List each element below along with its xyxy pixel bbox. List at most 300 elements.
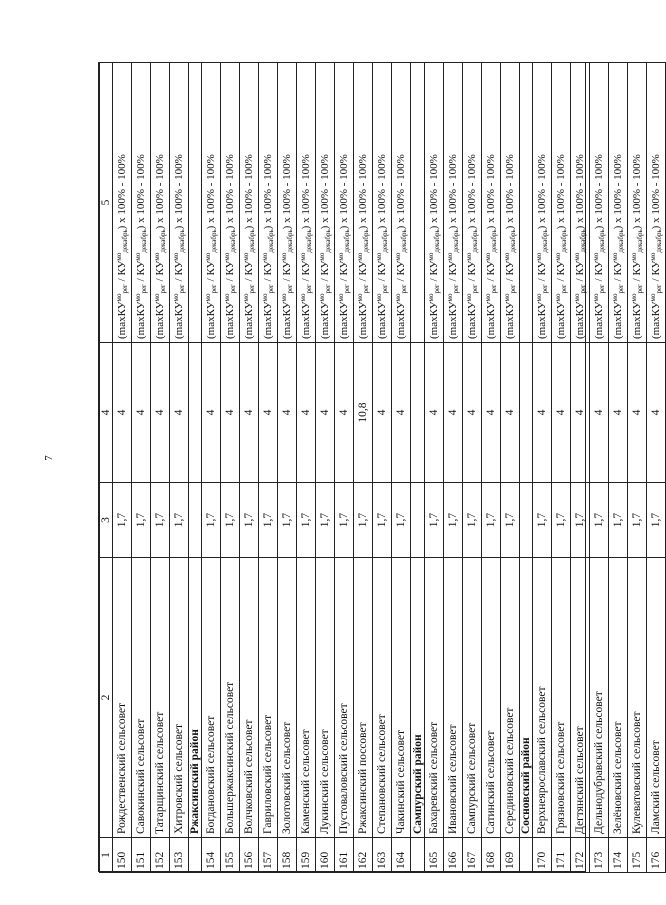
formula: $(\max КУ^{мо}_{рег} / КУ^{мо}_{декабрь})$ x 100% - 100% [592,154,607,339]
coefficient-cell: 1,7 [202,483,221,558]
empty-cell [519,483,532,558]
header-cell: 4 [100,343,113,483]
header-cell: 5 [100,63,113,343]
settlement-name: Хитровский сельсовет [170,558,189,838]
value-cell: 4 [113,343,132,483]
row-number-cell: 150 [113,838,132,873]
formula-sub: рег [636,284,645,294]
value-cell: 4 [278,343,297,483]
formula-cell [628,63,647,343]
formula-sub: рег [655,284,664,294]
formula-sup: мо [318,252,327,261]
formula-sup: мо [299,252,308,261]
formula-sup: мо [375,252,384,261]
coefficient-cell: 1,7 [609,483,628,558]
value-cell: 4 [552,343,571,483]
row-number-cell: 162 [354,838,373,873]
formula-sub: декабрь [432,229,441,253]
formula-sup: мо [280,252,289,261]
value-cell: 4 [392,343,411,483]
row-number-cell: 152 [151,838,170,873]
coefficient-cell: 1,7 [500,483,519,558]
value-cell: 4 [132,343,151,483]
formula: $(\max КУ^{мо}_{рег} / КУ^{мо}_{декабрь})$ x 100% - 100% [375,154,390,339]
value-cell: 4 [609,343,628,483]
formula-sup: мо [630,252,639,261]
row-number-cell: 155 [221,838,240,873]
row-number-cell: 153 [170,838,189,873]
value-cell: 4 [240,343,259,483]
table-row [443,63,462,873]
value-cell: 4 [259,343,278,483]
formula-sup: мо [592,293,601,302]
formula-sub: рег [432,284,441,294]
settlement-name: Грязновский сельсовет [552,558,571,838]
formula-cell [316,63,335,343]
settlement-name: Лукинский сельсовет [316,558,335,838]
row-number-cell: 172 [571,838,590,873]
settlement-name: Богдановский сельсовет [202,558,221,838]
value-cell: 4 [500,343,519,483]
formula: $(\max КУ^{мо}_{рег} / КУ^{мо}_{декабрь})$ x 100% - 100% [280,154,295,339]
formula-cell [462,63,481,343]
table-row [113,63,132,873]
row-number-cell: 167 [462,838,481,873]
formula-sup: мо [445,252,454,261]
formula-sub: рег [229,284,238,294]
formula-sup: мо [134,293,142,302]
formula-cell [240,63,259,343]
settlement-name: Савокинский сельсовет [132,558,151,838]
table-row [151,63,170,873]
formula: $(\max КУ^{мо}_{рег} / КУ^{мо}_{декабрь})$ x 100% - 100% [242,154,257,339]
formula-sub: декабрь [400,229,409,253]
value-cell: 4 [628,343,647,483]
formula-sub: рег [248,284,257,294]
value-cell: 4 [151,343,170,483]
formula-sub: рег [489,284,498,294]
settlement-name: Каменский сельсовет [297,558,316,838]
settlement-name: Зелёновский сельсовет [609,558,628,838]
formula-sub: рег [598,284,607,294]
table-row [316,63,335,873]
formula-cell [443,63,462,343]
formula: $(\max КУ^{мо}_{рег} / КУ^{мо}_{декабрь})$ x 100% - 100% [337,154,352,339]
formula-sup: мо [554,252,563,261]
coefficient-cell: 1,7 [316,483,335,558]
row-number-cell: 166 [443,838,462,873]
table-row [552,63,571,873]
formula: $(\max КУ^{мо}_{рег} / КУ^{мо}_{декабрь})$ x 100% - 100% [153,154,167,339]
formula-sup: мо [649,252,658,261]
formula-sup: мо [464,252,473,261]
table-row [132,63,151,873]
row-number-cell: 154 [202,838,221,873]
table-body [100,63,666,873]
value-cell: 4 [202,343,221,483]
formula: $(\max КУ^{мо}_{рег} / КУ^{мо}_{декабрь})$ x 100% - 100% [356,154,371,339]
formula-cell [481,63,500,343]
value-cell: 4 [316,343,335,483]
coefficient-cell: 1,7 [297,483,316,558]
formula-cell [609,63,628,343]
value-cell: 10,8 [354,343,373,483]
formula-sup: мо [535,293,544,302]
formula-sup: мо [611,293,620,302]
formula-cell [259,63,278,343]
table-row [628,63,647,873]
settlement-name: Дельнодубравский сельсовет [590,558,609,838]
table-row [392,63,411,873]
formula-sub: декабрь [324,229,333,253]
formula-cell [373,63,392,343]
formula-sub: рег [381,284,390,294]
settlement-name: Ивановский сельсовет [443,558,462,838]
formula-sub: рег [541,284,550,294]
settlement-name: Сатинский сельсовет [481,558,500,838]
table-header-row [100,63,113,873]
value-cell: 4 [647,343,666,483]
formula-sub: декабрь [210,229,219,253]
formula-sub: декабрь [381,229,390,253]
page-number: 7 [42,455,55,461]
value-cell: 4 [462,343,481,483]
district-name: Сампурский район [411,558,424,838]
formula-sub: декабрь [655,229,664,253]
formula: $(\max КУ^{мо}_{рег} / КУ^{мо}_{декабрь})$ x 100% - 100% [483,154,498,339]
formula-sub: декабрь [579,229,588,253]
row-number-cell: 161 [335,838,354,873]
row-number-cell: 171 [552,838,571,873]
formula: $(\max КУ^{мо}_{рег} / КУ^{мо}_{декабрь})$ x 100% - 100% [445,154,460,339]
settlement-name: Татарщинский сельсовет [151,558,170,838]
formula: $(\max КУ^{мо}_{рег} / КУ^{мо}_{декабрь})$ x 100% - 100% [502,154,517,339]
formula-sup: мо [535,252,544,261]
formula-sup: мо [204,293,213,302]
district-name: Сосновский район [519,558,532,838]
formula: $(\max КУ^{мо}_{рег} / КУ^{мо}_{декабрь})$ x 100% - 100% [394,154,409,339]
document-table [98,62,664,872]
coefficient-cell: 1,7 [335,483,354,558]
value-cell: 4 [443,343,462,483]
row-number-cell: 156 [240,838,259,873]
coefficient-cell: 1,7 [132,483,151,558]
formula-sub: декабрь [362,229,371,253]
formula-sub: декабрь [451,229,460,253]
formula-sub: декабрь [140,229,148,253]
coefficient-cell: 1,7 [354,483,373,558]
coefficient-cell: 1,7 [533,483,552,558]
row-number-cell: 173 [590,838,609,873]
formula-sup: мо [483,293,492,302]
settlement-name: Серединовский сельсовет [500,558,519,838]
value-cell: 4 [571,343,590,483]
district-row [189,63,202,873]
formula-sup: мо [318,293,327,302]
formula: $(\max КУ^{мо}_{рег} / КУ^{мо}_{декабрь})$ x 100% - 100% [611,154,626,339]
empty-cell [519,343,532,483]
settlement-name: Волчковский сельсовет [240,558,259,838]
row-number-cell: 165 [424,838,443,873]
settlement-name: Ламский сельсовет [647,558,666,838]
formula-sub: рег [560,284,569,294]
formula-sup: мо [115,293,123,302]
row-number-cell: 164 [392,838,411,873]
formula-sup: мо [337,252,346,261]
formula-cell [647,63,666,343]
formula-sub: декабрь [286,229,295,253]
coefficient-cell: 1,7 [424,483,443,558]
coefficient-cell: 1,7 [443,483,462,558]
row-number-cell [411,838,424,873]
formula-sub: рег [579,284,588,294]
formula: $(\max КУ^{мо}_{рег} / КУ^{мо}_{декабрь})$ x 100% - 100% [426,154,441,339]
formula-sup: мо [483,252,492,261]
formula-sub: рег [324,284,333,294]
formula-cell [221,63,240,343]
formula-cell [297,63,316,343]
table-row [297,63,316,873]
empty-cell [519,63,532,343]
table-row [609,63,628,873]
formula-cell [202,63,221,343]
coefficient-cell: 1,7 [628,483,647,558]
formula-sub: декабрь [560,229,569,253]
formula-sup: мо [573,293,582,302]
formula: $(\max КУ^{мо}_{рег} / КУ^{мо}_{декабрь})$ x 100% - 100% [134,154,148,339]
formula-sub: декабрь [159,229,167,253]
formula-sub: рег [121,284,129,294]
coefficient-cell: 1,7 [571,483,590,558]
formula: $(\max КУ^{мо}_{рег} / КУ^{мо}_{декабрь})$ x 100% - 100% [172,154,186,339]
formula-cell [590,63,609,343]
table-row [590,63,609,873]
settlement-name: Рождественский сельсовет [113,558,132,838]
settlement-name: Золотовский сельсовет [278,558,297,838]
formula-sub: декабрь [267,229,276,253]
row-number-cell: 174 [609,838,628,873]
formula-sub: рег [617,284,626,294]
formula-sub: рег [159,284,167,294]
formula: $(\max КУ^{мо}_{рег} / КУ^{мо}_{декабрь})$ x 100% - 100% [573,154,588,339]
formula-cell [151,63,170,343]
value-cell: 4 [297,343,316,483]
settlement-name: Пустоваловский сельсовет [335,558,354,838]
formula-sup: мо [394,293,403,302]
coefficient-cell: 1,7 [590,483,609,558]
formula-sub: рег [470,284,479,294]
row-number-cell: 176 [647,838,666,873]
formula-sub: рег [267,284,276,294]
row-number-cell: 159 [297,838,316,873]
formula: $(\max КУ^{мо}_{рег} / КУ^{мо}_{декабрь})$ x 100% - 100% [223,154,238,339]
formula-sup: мо [153,252,161,261]
formula-sup: мо [242,293,251,302]
formula-sup: мо [115,252,123,261]
formula-cell [533,63,552,343]
formula-sub: декабрь [598,229,607,253]
formula: $(\max КУ^{мо}_{рег} / КУ^{мо}_{декабрь})$ x 100% - 100% [464,154,479,339]
table-row [202,63,221,873]
formula-sub: рег [343,284,352,294]
coefficient-cell: 1,7 [113,483,132,558]
formula-sup: мо [153,293,161,302]
formula: $(\max КУ^{мо}_{рег} / КУ^{мо}_{декабрь})$ x 100% - 100% [115,154,129,339]
coefficient-cell: 1,7 [552,483,571,558]
formula-sup: мо [337,293,346,302]
row-number-cell [189,838,202,873]
header-cell: 3 [100,483,113,558]
formula-sub: декабрь [541,229,550,253]
row-number-cell: 175 [628,838,647,873]
formula-sup: мо [204,252,213,261]
formula-sub: декабрь [248,229,257,253]
row-number-cell [519,838,532,873]
formula-sub: декабрь [178,229,186,253]
formula: $(\max КУ^{мо}_{рег} / КУ^{мо}_{декабрь})$ x 100% - 100% [535,154,550,339]
formula-sup: мо [356,293,365,302]
formula-sup: мо [299,293,308,302]
empty-cell [411,483,424,558]
formula-sup: мо [356,252,365,261]
row-number-cell: 158 [278,838,297,873]
row-number-cell: 151 [132,838,151,873]
empty-cell [411,63,424,343]
formula-cell [424,63,443,343]
coefficient-cell: 1,7 [151,483,170,558]
formula-sub: рег [400,284,409,294]
value-cell: 4 [170,343,189,483]
table-row [221,63,240,873]
table-row [424,63,443,873]
empty-cell [411,343,424,483]
formula-cell [571,63,590,343]
formula: $(\max КУ^{мо}_{рег} / КУ^{мо}_{декабрь})$ x 100% - 100% [204,154,219,339]
formula: $(\max КУ^{мо}_{рег} / КУ^{мо}_{декабрь})$ x 100% - 100% [299,154,314,339]
formula-sub: декабрь [617,229,626,253]
formula-sup: мо [134,252,142,261]
formula-sub: декабрь [121,229,129,253]
formula: $(\max КУ^{мо}_{рег} / КУ^{мо}_{декабрь})$ x 100% - 100% [318,154,333,339]
table-row [259,63,278,873]
formula-sup: мо [280,293,289,302]
row-number-cell: 157 [259,838,278,873]
formula-sub: рег [451,284,460,294]
formula-sup: мо [502,252,511,261]
empty-cell [189,343,202,483]
formula-sub: декабрь [470,229,479,253]
formula-sup: мо [649,293,658,302]
formula-sub: декабрь [508,229,517,253]
coefficient-cell: 1,7 [278,483,297,558]
coefficient-cell: 1,7 [462,483,481,558]
district-name: Ржаксинский район [189,558,202,838]
coefficient-cell: 1,7 [259,483,278,558]
row-number-cell: 163 [373,838,392,873]
empty-cell [189,63,202,343]
formula-sup: мо [573,252,582,261]
formula-cell [354,63,373,343]
formula-sup: мо [445,293,454,302]
table-row [571,63,590,873]
formula-sup: мо [394,252,403,261]
table-row [533,63,552,873]
formula-cell [392,63,411,343]
table-row [481,63,500,873]
coefficient-cell: 1,7 [481,483,500,558]
value-cell: 4 [481,343,500,483]
formula: $(\max КУ^{мо}_{рег} / КУ^{мо}_{декабрь})$ x 100% - 100% [261,154,276,339]
row-number-cell: 170 [533,838,552,873]
formula-sub: рег [210,284,219,294]
value-cell: 4 [533,343,552,483]
coefficient-cell: 1,7 [240,483,259,558]
header-cell: 1 [100,838,113,873]
table-row [373,63,392,873]
settlement-name: Ржаксинский поссовет [354,558,373,838]
settlement-name: Степановский сельсовет [373,558,392,838]
formula-sup: мо [261,252,270,261]
settlement-name: Верхнеярославский сельсовет [533,558,552,838]
formula-sub: рег [178,284,186,294]
formula: $(\max КУ^{мо}_{рег} / КУ^{мо}_{декабрь})$ x 100% - 100% [554,154,569,339]
formula-sub: декабрь [229,229,238,253]
coefficient-cell: 1,7 [373,483,392,558]
value-cell: 4 [335,343,354,483]
row-number-cell: 160 [316,838,335,873]
formula-sup: мо [172,252,180,261]
district-row [411,63,424,873]
formula-sup: мо [630,293,639,302]
value-cell: 4 [424,343,443,483]
formula-sup: мо [223,293,232,302]
row-number-cell: 169 [500,838,519,873]
coefficient-cell: 1,7 [647,483,666,558]
settlement-name: Кулеватовский сельсовет [628,558,647,838]
value-cell: 4 [221,343,240,483]
empty-cell [189,483,202,558]
table-row [170,63,189,873]
formula-sub: декабрь [636,229,645,253]
table-row [278,63,297,873]
formula: $(\max КУ^{мо}_{рег} / КУ^{мо}_{декабрь})$ x 100% - 100% [649,154,664,339]
table-row [354,63,373,873]
formula-sub: рег [362,284,371,294]
table-row [647,63,666,873]
coefficient-cell: 1,7 [170,483,189,558]
formula-sup: мо [611,252,620,261]
table-row [240,63,259,873]
settlement-name: Дегтянский сельсовет [571,558,590,838]
formula-cell [113,63,132,343]
formula-sub: декабрь [489,229,498,253]
formula-sub: рег [286,284,295,294]
row-number-cell: 168 [481,838,500,873]
settlement-name: Чакинский сельсовет [392,558,411,838]
formula-sup: мо [375,293,384,302]
table-row [335,63,354,873]
formula-sub: рег [508,284,517,294]
formula-sup: мо [426,252,435,261]
coefficient-cell: 1,7 [221,483,240,558]
coefficient-cell: 1,7 [392,483,411,558]
formula-sup: мо [464,293,473,302]
formula-sub: рег [140,284,148,294]
value-cell: 4 [373,343,392,483]
formula-sup: мо [426,293,435,302]
formula-cell [335,63,354,343]
formula-cell [132,63,151,343]
